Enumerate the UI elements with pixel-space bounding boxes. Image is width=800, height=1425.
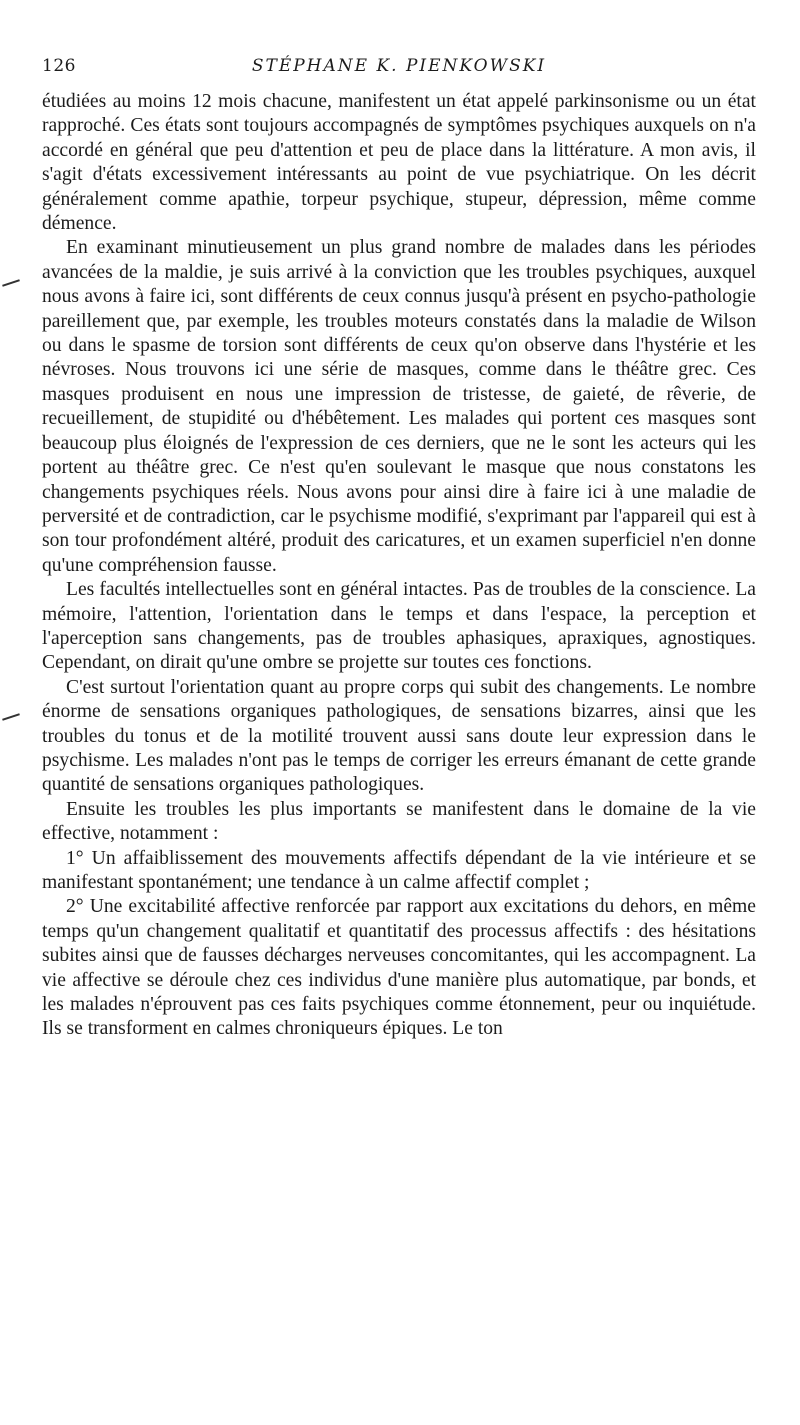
paragraph-2: En examinant minutieusement un plus grand nombre de malades dans les périodes avancées de la maldie, je suis arrivé à la conviction que les troubles psychiques, auxquel nous avons à faire ici, sont différents de ceux connus jusqu'à présent en psycho-pathologie pareillement que, par exemple, les troubles moteurs constatés dans la maladie de Wilson ou dans le spasme de torsion sont différents de ceux qu'on observe dans l'hystérie et les névroses. Nous trouvons ici une série de masques, comme dans le théâtre grec. Ces masques produisent en nous une impression de tristesse, de gaieté, de rêverie, de recueillement, de stupidité ou d'hébêtement. Les malades qui portent ces masques sont beaucoup plus éloignés de l'expression de ces derniers, que ne le sont les acteurs qui les portent au théâtre grec. Ce n'est qu'en soulevant le masque que nous constatons les changements psychiques réels. Nous avons pour ainsi dire à faire ici à une maladie de perversité et de contradiction, car le psychisme modifié, s'exprimant par l'appareil qui est à son tour profondément altéré, produit des caricatures, et un examen superficiel n'en donne qu'une compréhension fausse. (42, 237, 756, 576)
body-text (42, 90, 756, 1042)
paragraph-5: Ensuite les troubles les plus importants se manifestent dans le domaine de la vie effective, notamment : (42, 798, 756, 845)
list-item-1: 1° Un affaiblissement des mouvements affectifs dépendant de la vie intérieure et se manifestant spontanément; une tendance à un calme affectif complet ; (42, 847, 756, 893)
page-number: 126 (42, 56, 76, 76)
paragraph-3: Les facultés intellectuelles sont en général intactes. Pas de troubles de la conscience. La mémoire, l'attention, l'orientation dans le temps et dans l'espace, la perception et l'aperception sans changements, pas de troubles aphasiques, apraxiques, agnostiques. Cependant, on dirait qu'une ombre se projette sur toutes ces fonctions. (42, 579, 756, 674)
margin-mark (2, 713, 20, 720)
paragraph-1: étudiées au moins 12 mois chacune, manifestent un état appelé parkinsonisme ou un état rapproché. Ces états sont toujours accompagnés de symptômes psychiques auxquels on n'a accordé en général que peu d'attention et peu de place dans la littérature. A mon avis, il s'agit d'états excessivement intéressants au point de vue psychiatrique. On les décrit généralement comme apathie, torpeur psychique, stupeur, dépression, même comme démence. (42, 91, 756, 235)
running-head (42, 56, 756, 80)
margin-mark (2, 279, 20, 286)
paragraph-4: C'est surtout l'orientation quant au propre corps qui subit des changements. Le nombre énorme de sensations organiques pathologiques, de sensations bizarres, ainsi que les troubles du tonus et de la motilité trouvent aussi sans doute leur expression dans le psychisme. Les malades n'ont pas le temps de corriger les erreurs émanant de cette grande quantité de sensations organiques pathologiques. (42, 676, 756, 796)
list-item-2: 2° Une excitabilité affective renforcée par rapport aux excitations du dehors, en même temps qu'un changement qualitatif et quantitatif des processus affectifs : des hésitations subites ainsi que de fausses décharges nerveuses concomitantes, qui les accompagnent. La vie affective se déroule chez ces individus d'une manière plus automatique, par bonds, et les malades n'éprouvent pas ces faits psychiques comme étonnement, peur ou inquiétude. Ils se transforment en calmes chroniqueurs épiques. Le ton (42, 896, 756, 1040)
running-title: STÉPHANE K. PIENKOWSKI (251, 56, 547, 76)
